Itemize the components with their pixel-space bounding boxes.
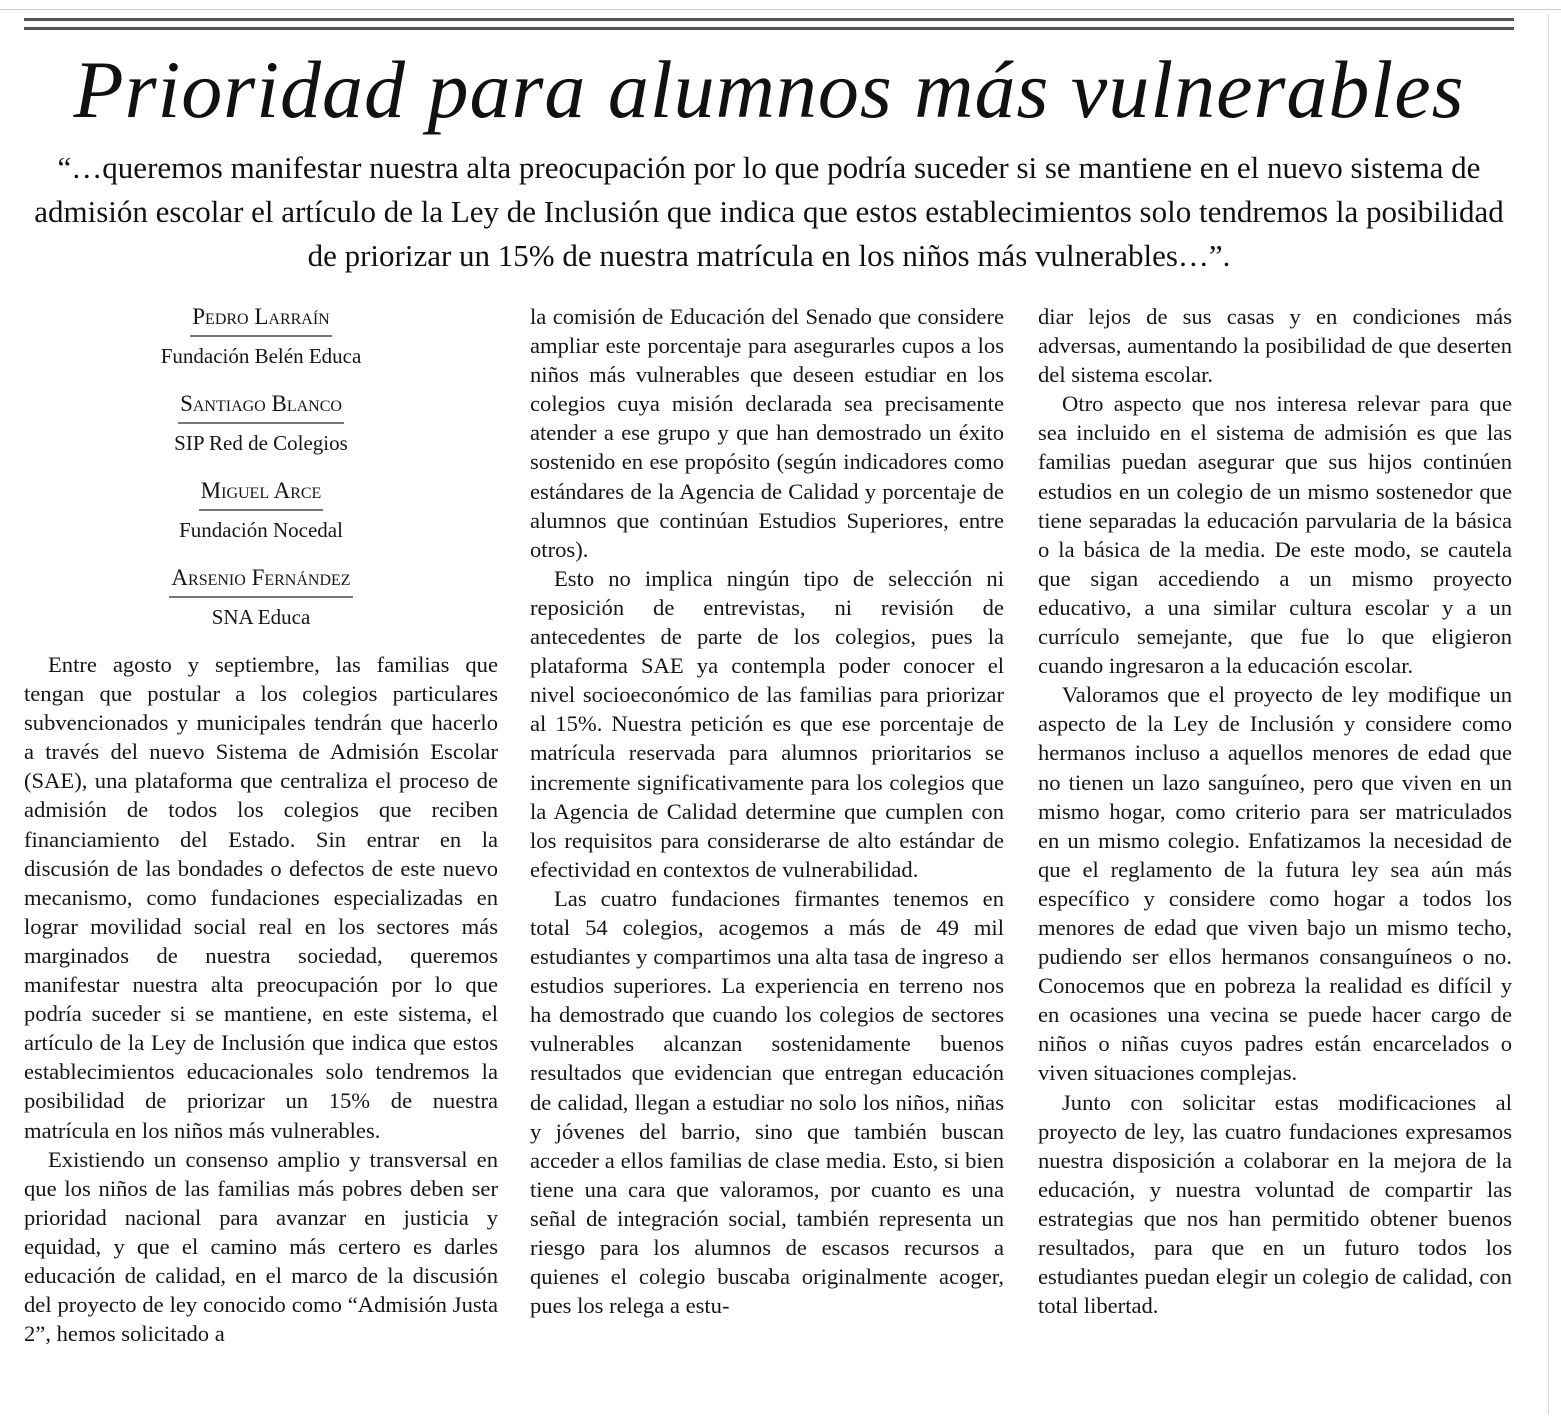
column-3 <box>1038 302 1512 1320</box>
body-paragraph: Junto con solicitar estas modificaciones al proyecto de ley, las cuatro fundaciones expresamos nuestra disposición a colaborar en la mejora de la educación, y nuestra voluntad de compartir las estrategias que nos han permitido obtener buenos resultados, para que en un futuro todos los estudiantes puedan elegir un colegio de calidad, con total libertad. <box>1038 1089 1512 1319</box>
author-org: SIP Red de Colegios <box>174 431 348 455</box>
body-paragraph: Entre agosto y septiembre, las familias que tengan que postular a los colegios particulares subvencionados y municipales tendrán que hacerlo a través del nuevo Sistema de Admisión Escolar (SAE), una plataforma que centraliza el proceso de admisión de todos los colegios que reciben financiamiento del Estado. Sin entrar en la discusión de las bondades o defectos de este nuevo mecanismo, como fundaciones especializadas en lograr movilidad social real en los sectores más marginados de nuestra sociedad, queremos manifestar nuestra alta preocupación por lo que podría suceder si se mantiene, en este sistema, el artículo de la Ley de Inclusión que indica que estos establecimientos educacionales solo tendremos la posibilidad de priorizar un 15% de nuestra matrícula en los niños más vulnerables. <box>24 652 498 1143</box>
headline: Prioridad para alumnos más vulnerables <box>73 44 1465 135</box>
author-name: Pedro Larraín <box>190 302 331 337</box>
deck-quote: “…queremos manifestar nuestra alta preocupación por lo que podría suceder si se mantiene en el nuevo sistema de admisión escolar el artículo de la Ley de Inclusión que indica que estos establecimientos solo tendremos la posibilidad de priorizar un 15% de nuestra matrícula en los niños más vulnerables…”. <box>34 150 1504 273</box>
body-paragraph: Valoramos que el proyecto de ley modifique un aspecto de la Ley de Inclusión y considere como hermanos incluso a aquellos menores de edad que no tienen un lazo sanguíneo, pero que viven en un mismo hogar, como criterio para ser matriculados en un mismo colegio. Enfatizamos la necesidad de que el reglamento de la futura ley sea aún más específico y considere como hogar a todos los menores de edad que viven bajo un mismo techo, pudiendo ser ellos hermanos consanguíneos o no. Conocemos que en pobreza la realidad es difícil y en ocasiones una vecina se puede hacer cargo de niños o niñas cuyos padres están encarcelados o viven situaciones complejas. <box>1038 682 1512 1086</box>
body-paragraph: diar lejos de sus casas y en condiciones más adversas, aumentando la posibilidad de que deserten del sistema escolar. <box>1038 304 1512 388</box>
column-1 <box>24 302 498 1348</box>
body-paragraph: Otro aspecto que nos interesa relevar para que sea incluido en el sistema de admisión es que las familias puedan asegurar que sus hijos continúen estudios en un colegio de un mismo sostenedor que tiene separadas la educación parvularia de la básica o la básica de la media. De este modo, se cautela que sigan accediendo a un mismo proyecto educativo, a una similar cultura escolar y a un currículo semejante, que fue lo que eligieron cuando ingresaron a la educación escolar. <box>1038 391 1512 679</box>
author-name: Arsenio Fernández <box>169 563 352 598</box>
author-org: Fundación Belén Educa <box>160 344 362 368</box>
top-border <box>0 9 1561 10</box>
author-item <box>24 389 498 458</box>
body-paragraph: Esto no implica ningún tipo de selección ni reposición de entrevistas, ni revisión de antecedentes de parte de los colegios, pues la plataforma SAE ya contempla poder conocer el nivel socioeconómico de las familias para priorizar al 15%. Nuestra petición es que ese porcentaje de matrícula reservada para alumnos prioritarios se incremente significativamente para los colegios que la Agencia de Calidad determine que cumplen con los requisitos para considerarse de alto estándar de efectividad en contextos de vulnerabilidad. <box>530 565 1004 882</box>
author-name: Santiago Blanco <box>178 389 344 424</box>
author-item <box>24 476 498 545</box>
author-org: SNA Educa <box>211 605 311 629</box>
author-item <box>24 563 498 632</box>
author-name: Miguel Arce <box>199 476 324 511</box>
author-org: Fundación Nocedal <box>179 518 343 542</box>
author-item <box>24 302 498 371</box>
body-paragraph: Existiendo un consenso amplio y transversal en que los niños de las familias más pobres deben ser prioridad nacional para avanzar en justicia y equidad, y que el camino más certero es darles educación de calidad, en el marco de la discusión del proyecto de ley conocido como “Admisión Justa 2”, hemos solicitado a <box>24 1146 498 1347</box>
right-border <box>1548 14 1549 1414</box>
header-double-rule <box>24 18 1514 30</box>
body-paragraph: la comisión de Educación del Senado que considere ampliar este porcentaje para asegurarles cupos a los niños más vulnerables que deseen estudiar en los colegios cuya misión declarada sea precisamente atender a ese grupo y que han demostrado un éxito sostenido en ese propósito (según indicadores como estándares de la Agencia de Calidad y porcentaje de alumnos que continúan Estudios Superiores, entre otros). <box>530 304 1004 562</box>
column-2 <box>530 302 1004 1320</box>
body-paragraph: Las cuatro fundaciones firmantes tenemos en total 54 colegios, acogemos a más de 49 mil estudiantes y compartimos una alta tasa de ingreso a estudios superiores. La experiencia en terreno nos ha demostrado que cuando los colegios de sectores vulnerables alcanzan sostenidamente buenos resultados que evidencian que entregan educación de calidad, llegan a estudiar no solo los niños, niñas y jóvenes del barrio, sino que también buscan acceder a ellos familias de clase media. Esto, si bien tiene una cara que valoramos, por cuanto es una señal de integración social, también representa un riesgo para los alumnos de escasos recursos a quienes el colegio buscaba originalmente acoger, pues los relega a estu- <box>530 885 1004 1319</box>
author-block <box>24 302 498 632</box>
